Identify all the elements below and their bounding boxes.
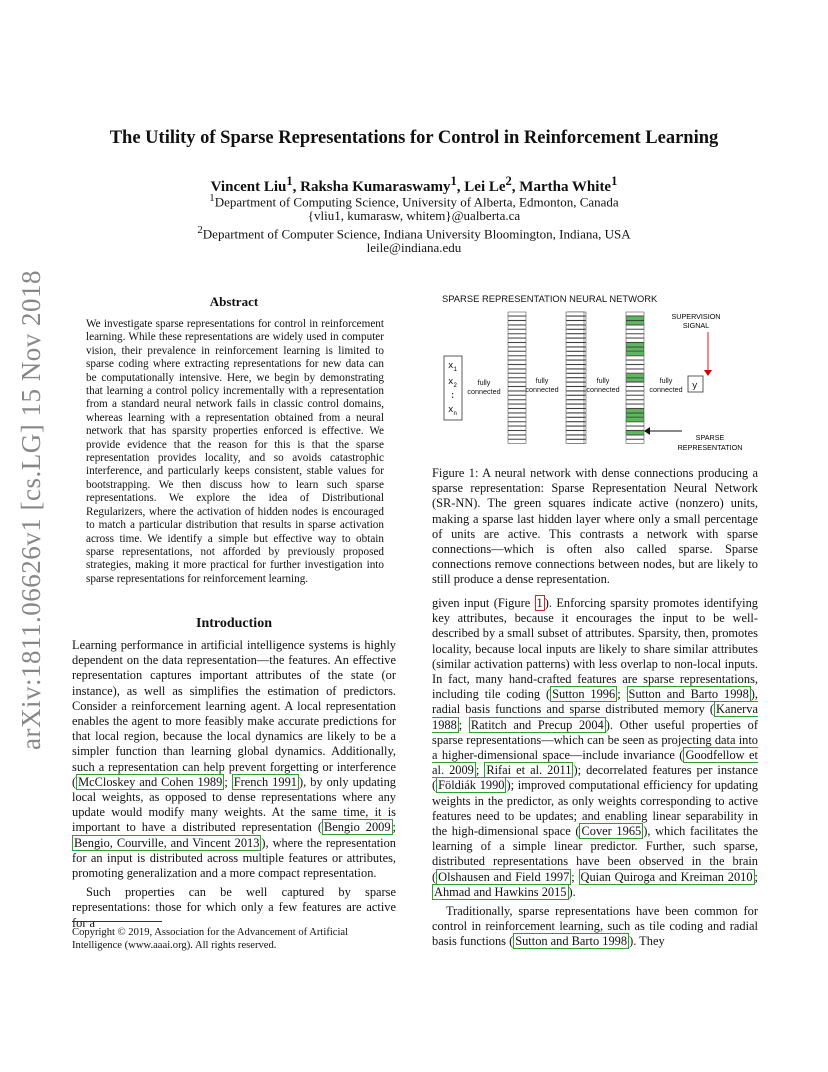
active-unit — [626, 347, 644, 351]
active-unit — [626, 374, 644, 378]
hidden-unit — [508, 356, 526, 360]
citation-link[interactable]: Ratitch and Precup 2004 — [470, 717, 604, 732]
active-unit — [626, 352, 644, 356]
hidden-unit — [626, 369, 644, 373]
citation-link[interactable]: French 1991 — [233, 774, 297, 789]
author: Lei Le$^2$ — [464, 174, 512, 195]
hidden-unit — [626, 422, 644, 426]
hidden-unit — [566, 369, 584, 373]
connection-label: connected — [649, 385, 683, 394]
hidden-unit — [508, 352, 526, 356]
intro-paragraph-1: Learning performance in artificial intelligence systems is highly dependent on the data representation—the features. An effective representation captures important attributes of the state (or instance), as well as simplifies the estimation of predictors. Consider a reinforcement learning agent. A local representation enables the agent to more feasibly make accurate predictions for that local region, because the local dynamics are likely to be a simpler function than learning global dynamics. Additionally, such a representation can help prevent forgetting or interference ( McCloskey and Cohen 1989 ; French 1991 ), by only updating local weights, as opposed to dense representations where any update would modify many weights. At the same time, it is important to have a distributed representation ( Bengio 2009 ; Bengio, Courville, and Vincent 2013 ), where the representation for an input is distributed across multiple features or attributes, promoting generalization and a more compact representation. — [72, 638, 397, 881]
hidden-unit — [508, 440, 526, 444]
hidden-unit — [508, 404, 526, 408]
supervision-label: SUPERVISION — [671, 312, 721, 321]
citation-link[interactable]: Bengio 2009 — [323, 820, 391, 835]
hidden-unit — [626, 400, 644, 404]
hidden-unit — [508, 312, 526, 316]
active-unit — [626, 378, 644, 382]
network-layers — [508, 312, 644, 443]
hidden-unit — [508, 435, 526, 439]
hidden-unit — [566, 338, 584, 342]
figure-caption: Figure 1: A neural network with dense connections producing a sparse representation: Sparse Representation Neural Network (SR-NN). The green squares indicate active (nonzero) units, making a sparse last hidden layer where only a small percentage of units are active. This contrasts a network with sparse connections—which is often also called sparse. Sparse connections remove connections between nodes, but are likely to still produce a dense representation. — [432, 466, 758, 587]
affiliation-2: $^2$Department of Computer Science, Indiana University Bloomington, Indiana, USA — [197, 224, 631, 242]
hidden-layer-3 — [566, 312, 584, 443]
hidden-unit — [626, 382, 644, 386]
hidden-unit — [566, 352, 584, 356]
hidden-unit — [566, 435, 584, 439]
active-unit — [626, 431, 644, 435]
hidden-unit — [508, 369, 526, 373]
hidden-unit — [508, 347, 526, 351]
active-unit — [626, 321, 644, 325]
input-xn: $x_n$ — [448, 405, 458, 417]
hidden-unit — [626, 365, 644, 369]
output-y: y — [692, 381, 698, 391]
hidden-unit — [566, 404, 584, 408]
sparse-label: SPARSE — [695, 433, 725, 442]
hidden-unit — [508, 426, 526, 430]
connection-label: fully — [477, 378, 491, 387]
author-list: Vincent Liu$^1$, Raksha Kumaraswamy$^1$, Lei Le$^2$, Martha White$^1$ — [210, 174, 618, 195]
affiliation-1: $^1$Department of Computing Science, University of Alberta, Edmonton, Canada — [209, 192, 619, 210]
sparse-label: REPRESENTATION — [677, 443, 743, 452]
input-x1: $x_1$ — [448, 361, 458, 373]
citation-link[interactable]: Cover 1965 — [581, 824, 642, 839]
hidden-unit — [566, 378, 584, 382]
hidden-unit — [626, 360, 644, 364]
hidden-unit — [508, 343, 526, 347]
hidden-unit — [566, 374, 584, 378]
hidden-unit — [566, 413, 584, 417]
hidden-unit — [508, 418, 526, 422]
citation-link[interactable]: Bengio, Courville, and Vincent 2013 — [74, 835, 260, 850]
citation-link[interactable]: Olshausen and Field 1997 — [438, 869, 570, 884]
hidden-unit — [626, 387, 644, 391]
author: Raksha Kumaraswamy$^1$ — [300, 174, 457, 195]
citation-link[interactable]: Ahmad and Hawkins 2015 — [434, 884, 567, 899]
hidden-unit — [566, 325, 584, 329]
active-unit — [626, 418, 644, 422]
hidden-unit — [566, 409, 584, 413]
hidden-unit — [508, 396, 526, 400]
input-ellipsis: : — [450, 391, 456, 401]
connection-label: fully — [535, 376, 549, 385]
hidden-unit — [566, 312, 584, 316]
active-unit — [626, 409, 644, 413]
connection-label: connected — [586, 385, 620, 394]
active-unit — [626, 413, 644, 417]
hidden-unit — [626, 426, 644, 430]
hidden-unit — [626, 435, 644, 439]
hidden-unit — [508, 382, 526, 386]
hidden-unit — [508, 409, 526, 413]
email-2: leile@indiana.edu — [366, 240, 462, 255]
active-unit — [626, 343, 644, 347]
paper-title: The Utility of Sparse Representations for Control in Reinforcement Learning — [109, 128, 719, 148]
input-x2: $x_2$ — [448, 377, 458, 389]
hidden-unit — [566, 356, 584, 360]
intro-paragraph-2: Such properties can be well captured by sparse representations: those for which only a few features are active for a — [72, 885, 396, 930]
hidden-unit — [508, 316, 526, 320]
supervision-arrowhead — [704, 370, 712, 376]
footnote-rule — [72, 921, 162, 922]
hidden-unit — [566, 396, 584, 400]
supervision-label: SIGNAL — [682, 321, 710, 330]
hidden-unit — [508, 321, 526, 325]
abstract-text: We investigate sparse representations for control in reinforcement learning. While these representations are widely used in computer vision, their prevalence in reinforcement learning is limited to sparse coding where extracting representations for new data can be computationally intensive. Here, we begin by demonstrating that learning a control policy incrementally with a representation from a standard neural network fails in classic control domains, whereas learning with a representation obtained from a neural network that has sparsity properties enforced is effective. We provide evidence that the reason for this is that the sparse representation provides locality, and so avoids catastrophic interference, and particularly keeps consistent, stable values for bootstrapping. We then discuss how to learn such sparse representations. We explore the idea of Distributional Regularizers, where the activation of hidden nodes is encouraged to match a particular distribution that results in sparse activation across time. We identify a simple but effective way to obtain sparse representations, not afforded by previously proposed strategies, making it more practical for further investigation into sparse representations for reinforcement learning. — [86, 318, 384, 585]
hidden-unit — [566, 330, 584, 334]
figure-ref-link[interactable]: 1 — [536, 596, 543, 610]
hidden-unit — [508, 334, 526, 338]
connection-label: connected — [467, 387, 501, 396]
author: Vincent Liu$^1$ — [210, 174, 293, 195]
email-1: {vliu1, kumarasw, whitem}@ualberta.ca — [307, 208, 521, 223]
citation-link[interactable]: Goodfellow et al. 2009 — [432, 748, 758, 778]
hidden-unit — [626, 330, 644, 334]
hidden-unit — [566, 382, 584, 386]
hidden-unit — [508, 365, 526, 369]
hidden-unit — [626, 325, 644, 329]
hidden-unit — [508, 391, 526, 395]
hidden-unit — [626, 312, 644, 316]
hidden-unit — [566, 400, 584, 404]
citation-link[interactable]: Földiák 1990 — [438, 778, 505, 793]
hidden-unit — [566, 431, 584, 435]
author: Martha White$^1$ — [519, 174, 618, 195]
hidden-unit — [508, 387, 526, 391]
citation-link[interactable]: Sutton and Barto 1998 — [628, 687, 749, 702]
hidden-unit — [566, 316, 584, 320]
hidden-unit — [566, 391, 584, 395]
hidden-unit — [508, 330, 526, 334]
hidden-unit — [626, 338, 644, 342]
connection-label: fully — [659, 376, 673, 385]
abstract-heading: Abstract — [209, 294, 259, 309]
hidden-unit — [626, 440, 644, 444]
hidden-unit — [566, 321, 584, 325]
hidden-layer-1 — [508, 312, 526, 443]
citation-link[interactable]: McCloskey and Cohen 1989 — [78, 774, 223, 789]
hidden-unit — [566, 360, 584, 364]
hidden-unit — [626, 391, 644, 395]
hidden-unit — [508, 325, 526, 329]
hidden-unit — [508, 338, 526, 342]
citation-link[interactable]: Sutton and Barto 1998 — [515, 934, 628, 949]
arxiv-side-stamp: arXiv:1811.06626v1 [cs.LG] 15 Nov 2018 — [16, 270, 46, 750]
right-column-body — [432, 596, 758, 950]
hidden-unit — [566, 334, 584, 338]
hidden-unit — [508, 413, 526, 417]
citation-link[interactable]: Sutton 1996 — [552, 687, 616, 702]
introduction-heading: Introduction — [196, 616, 272, 631]
right-paragraph-1: given input (Figure 1 ). Enforcing sparsity promotes identifying key attributes, because it encourages the input to be well-described by a small subset of attributes. Sparsity, then, promotes locality, because local inputs are likely to share similar attributes (similar activation patterns) with less overlap to non-local inputs. In fact, many hand-crafted features are sparse representations, including tile coding ( Sutton 1996 ; Sutton and Barto 1998 ), radial basis functions and sparse distributed memory ( Kanerva 1988 ; Ratitch and Precup 2004 ). Other useful properties of sparse representations—which can be seen as projecting data into a higher-dimensional space—include invariance ( Goodfellow et al. 2009 ; Rifai et al. 2011 ); decorrelated features per instance ( Földiák 1990 ); improved computational efficiency for updating weights in the predictor, as only weights corresponding to active features need to be updates; and enabling linear separability in the high-dimensional space ( Cover 1965 ), which facilitates the learning of a simple linear predictor. Further, such sparse, distributed representations have been observed in the brain ( Olshausen and Field 1997 ; Quian Quiroga and Kreiman 2010 ; Ahmad and Hawkins 2015 ). — [432, 596, 759, 899]
hidden-unit — [626, 334, 644, 338]
hidden-unit — [508, 431, 526, 435]
hidden-unit — [626, 396, 644, 400]
hidden-unit — [566, 365, 584, 369]
citation-link[interactable]: Quian Quiroga and Kreiman 2010 — [580, 869, 753, 884]
hidden-unit — [566, 426, 584, 430]
connection-label: connected — [525, 385, 559, 394]
hidden-unit — [508, 374, 526, 378]
sparse-arrowhead — [644, 427, 650, 435]
hidden-unit — [508, 422, 526, 426]
hidden-unit — [566, 440, 584, 444]
hidden-unit — [566, 387, 584, 391]
right-paragraph-2: Traditionally, sparse representations have been common for control in reinforcement learning, such as tile coding and radial basis functions ( Sutton and Barto 1998 ). They — [432, 904, 758, 949]
hidden-unit — [566, 347, 584, 351]
hidden-unit — [626, 404, 644, 408]
hidden-unit — [566, 422, 584, 426]
hidden-unit — [508, 360, 526, 364]
hidden-unit — [626, 356, 644, 360]
figure-title: SPARSE REPRESENTATION NEURAL NETWORK — [442, 293, 658, 304]
citation-link[interactable]: Rifai et al. 2011 — [486, 763, 572, 778]
active-unit — [626, 316, 644, 320]
citation-link[interactable]: Kanerva 1988 — [432, 702, 758, 732]
sparse-representation-layer — [626, 312, 644, 443]
figure-1-diagram — [432, 290, 762, 456]
hidden-unit — [508, 378, 526, 382]
introduction-body — [72, 638, 396, 931]
copyright-footer: Copyright © 2019, Association for the Advancement of Artificial Intelligence (www.aaai.org). All rights reserved. — [72, 927, 349, 951]
connection-label: fully — [596, 376, 610, 385]
hidden-unit — [566, 343, 584, 347]
hidden-unit — [566, 418, 584, 422]
hidden-unit — [508, 400, 526, 404]
